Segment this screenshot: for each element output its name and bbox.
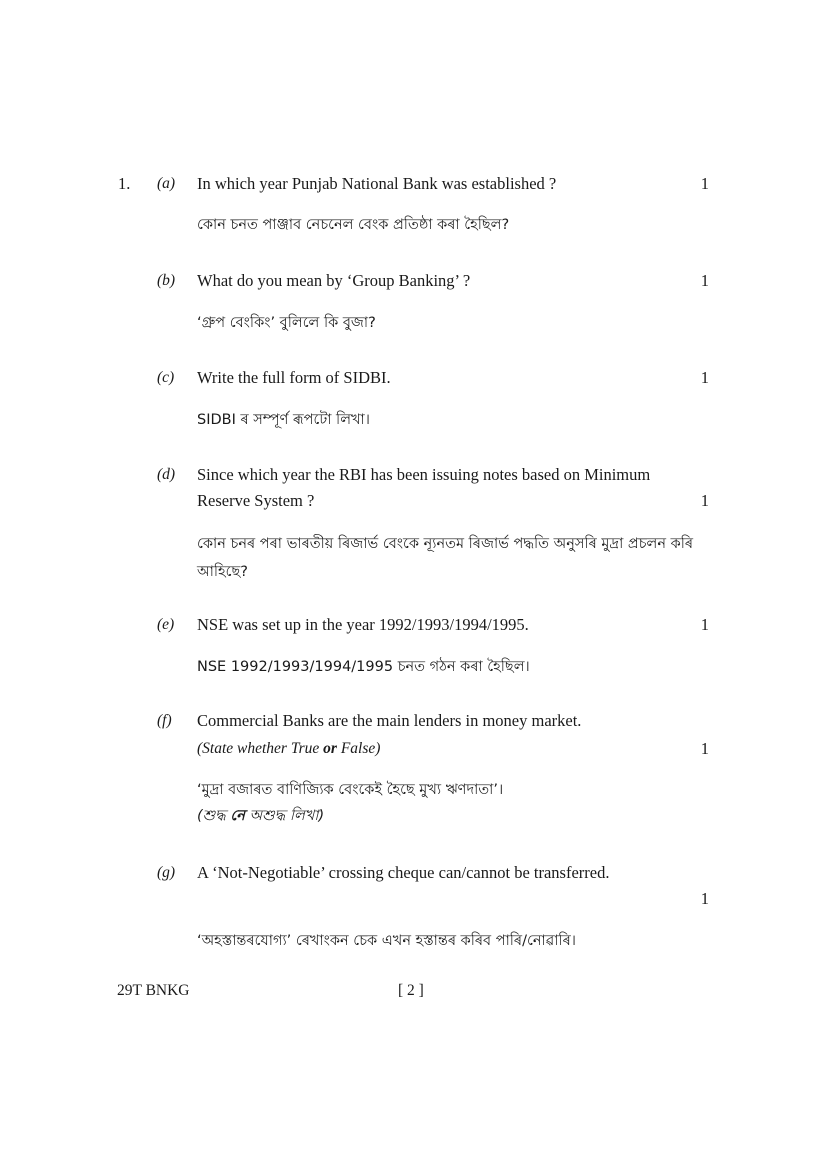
item-b-label: (b) xyxy=(157,272,176,289)
page-number: [ 2 ] xyxy=(398,982,424,999)
item-c-label: (c) xyxy=(157,369,175,386)
item-d-marks: 1 xyxy=(700,491,709,510)
item-f-instruction-or: or xyxy=(323,740,337,757)
item-d-assamese: কোন চনৰ পৰা ভাৰতীয় ৰিজাৰ্ভ বেংকে ন্যূনতম ৰিজাৰ্ভ পদ্ধতি অনুসৰি মুদ্ৰা প্ৰচলন কৰি আহিছে? xyxy=(197,536,694,580)
item-a-assamese: কোন চনত পাঞ্জাব নেচনেল বেংক প্রতিষ্ঠা কৰা হৈছিল? xyxy=(197,217,510,233)
item-e-marks: 1 xyxy=(700,615,709,634)
item-b-assamese: ‘গ্ৰুপ বেংকিং’ বুলিলে কি বুজা? xyxy=(197,315,376,331)
item-f-marks: 1 xyxy=(700,739,709,758)
item-a-english: In which year Punjab National Bank was established ? xyxy=(197,174,557,193)
item-b-marks: 1 xyxy=(700,271,709,290)
item-a-marks: 1 xyxy=(700,174,709,193)
item-f-instruction-pre: (State whether True xyxy=(197,740,324,757)
item-g-assamese: ‘অহস্তান্তৰযোগ্য’ ৰেখাংকন চেক এখন হস্তান্তৰ কৰিব পাৰি/নোৱাৰি। xyxy=(197,933,576,949)
item-a-label: (a) xyxy=(157,175,176,192)
item-f-label: (f) xyxy=(157,712,172,729)
item-c-marks: 1 xyxy=(700,368,709,387)
item-f-assamese-instruction-pre: (শুদ্ধ xyxy=(197,808,231,824)
item-c-english: Write the full form of SIDBI. xyxy=(197,368,391,387)
item-g-english: A ‘Not-Negotiable’ crossing cheque can/cannot be transferred. xyxy=(197,863,610,882)
item-f-english: Commercial Banks are the main lenders in money market. xyxy=(197,711,582,730)
item-f-assamese-instruction-post: অশুদ্ধ লিখা) xyxy=(244,808,325,824)
item-d-english-line1: Since which year the RBI has been issuing notes based on Minimum xyxy=(197,465,651,484)
item-e-assamese: NSE 1992/1993/1994/1995 চনত গঠন কৰা হৈছিল। xyxy=(197,659,530,675)
item-g-label: (g) xyxy=(157,864,176,881)
item-g-marks: 1 xyxy=(700,889,709,908)
item-e-label: (e) xyxy=(157,616,175,633)
item-f-assamese: ‘মুদ্ৰা বজাৰত বাণিজ্যিক বেংকেই হৈছে মুখ্য ঋণদাতা’। xyxy=(197,782,504,798)
item-d-english-line2: Reserve System ? xyxy=(197,491,315,510)
item-f-assamese-instruction-ne: নে xyxy=(230,808,245,824)
item-f-instruction-post: False) xyxy=(336,740,381,757)
item-f-assamese-instruction xyxy=(197,806,324,826)
item-b-english: What do you mean by ‘Group Banking’ ? xyxy=(197,271,471,290)
paper-code: 29T BNKG xyxy=(117,982,190,999)
item-f-instruction xyxy=(197,739,380,759)
item-e-english: NSE was set up in the year 1992/1993/1994/1995. xyxy=(197,615,529,634)
question-number: 1. xyxy=(118,174,131,193)
item-d-label: (d) xyxy=(157,466,176,483)
item-c-assamese: SIDBI ৰ সম্পূৰ্ণ ৰূপটো লিখা। xyxy=(197,412,370,428)
